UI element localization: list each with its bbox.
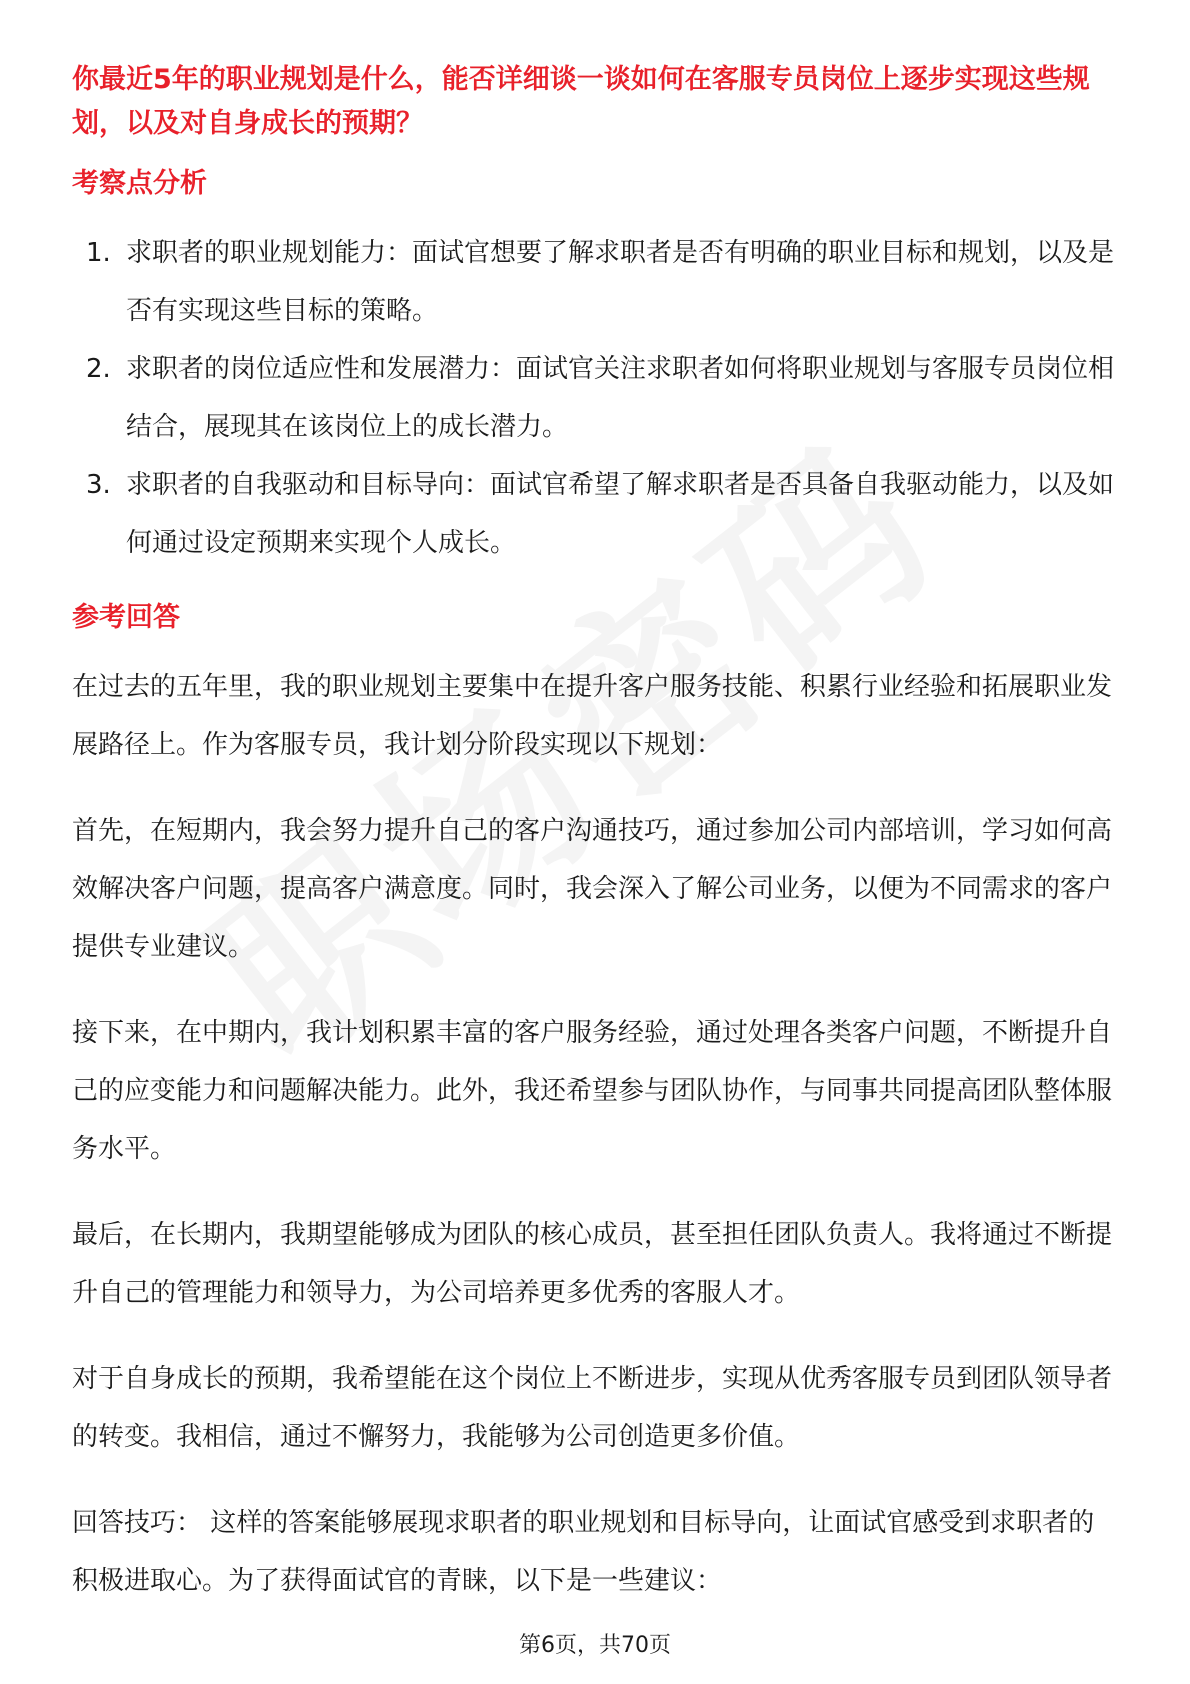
page-number-footer: 第6页，共70页 — [519, 1633, 671, 1658]
answer-paragraph: 接下来，在中期内，我计划积累丰富的客户服务经验，通过处理各类客户问题，不断提升自己的应变能力和问题解决能力。此外，我还希望参与团队协作，与同事共同提高团队整体服务水平。 — [72, 1018, 1113, 1164]
question-title: 你最近5年的职业规划是什么，能否详细谈一谈如何在客服专员岗位上逐步实现这些规划，以及对自身成长的预期？ — [72, 64, 1090, 139]
answer-heading: 参考回答 — [72, 602, 180, 633]
list-item — [72, 224, 1118, 340]
list-item-number: 3. — [86, 470, 111, 500]
page-content — [72, 58, 1118, 1638]
list-item — [72, 340, 1118, 456]
answer-paragraph: 最后，在长期内，我期望能够成为团队的核心成员，甚至担任团队负责人。我将通过不断提升自己的管理能力和领导力，为公司培养更多优秀的客服人才。 — [72, 1220, 1113, 1308]
analysis-heading: 考察点分析 — [72, 168, 207, 199]
answer-paragraph: 首先，在短期内，我会努力提升自己的客户沟通技巧，通过参加公司内部培训，学习如何高效解决客户问题，提高客户满意度。同时，我会深入了解公司业务，以便为不同需求的客户提供专业建议。 — [72, 816, 1113, 962]
list-item-number: 1. — [86, 238, 111, 268]
analysis-list — [72, 224, 1118, 572]
list-item-text: 求职者的自我驱动和目标导向：面试官希望了解求职者是否具备自我驱动能力，以及如何通过设定预期来实现个人成长。 — [126, 470, 1115, 558]
list-item-number: 2. — [86, 354, 111, 384]
list-item — [72, 456, 1118, 572]
list-item-text: 求职者的岗位适应性和发展潜力：面试官关注求职者如何将职业规划与客服专员岗位相结合，展现其在该岗位上的成长潜力。 — [126, 354, 1115, 442]
answer-tips-paragraph: 回答技巧： 这样的答案能够展现求职者的职业规划和目标导向，让面试官感受到求职者的积极进取心。为了获得面试官的青睐，以下是一些建议： — [72, 1508, 1095, 1596]
list-item-text: 求职者的职业规划能力：面试官想要了解求职者是否有明确的职业目标和规划，以及是否有实现这些目标的策略。 — [126, 238, 1115, 326]
answer-paragraph: 对于自身成长的预期，我希望能在这个岗位上不断进步，实现从优秀客服专员到团队领导者的转变。我相信，通过不懈努力，我能够为公司创造更多价值。 — [72, 1364, 1113, 1452]
answer-paragraph: 在过去的五年里，我的职业规划主要集中在提升客户服务技能、积累行业经验和拓展职业发展路径上。作为客服专员，我计划分阶段实现以下规划： — [72, 672, 1113, 760]
